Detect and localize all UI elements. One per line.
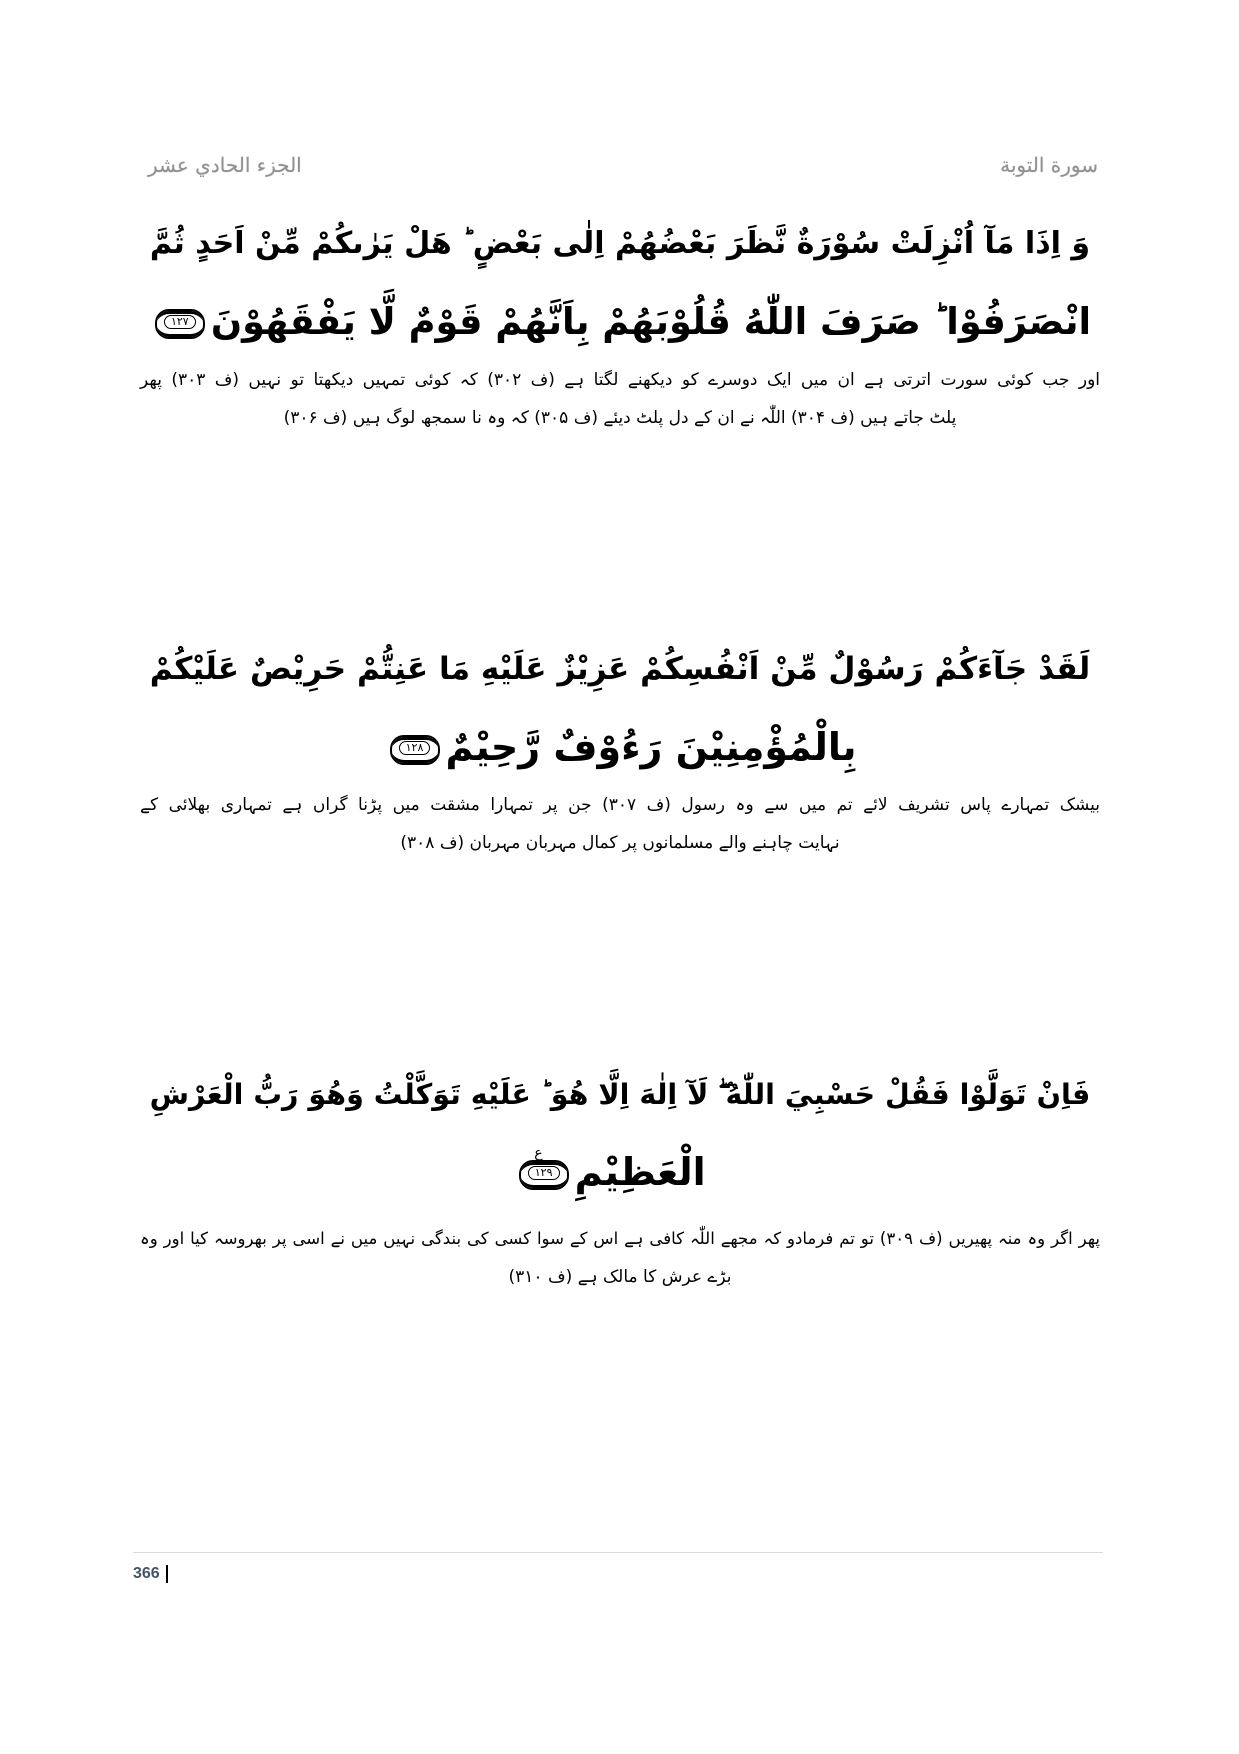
arabic-verse <box>140 630 1100 786</box>
verse-section-129 <box>140 1055 1100 1296</box>
page-number: 366 <box>133 1565 160 1582</box>
verse-line <box>140 283 1100 361</box>
verse-line: وَ اِذَا مَآ اُنْزِلَتْ سُوْرَةٌ نَّظَرَ بَعْضُهُمْ اِلٰى بَعْضٍ ؕ هَلْ يَرٰىكُمْ مِّنْ اَحَدٍ ثُمَّ <box>149 226 1091 261</box>
verse-line <box>140 1133 1100 1220</box>
page-header <box>148 148 1098 184</box>
ayah-number: ١٢٨ <box>399 741 431 755</box>
arabic-verse <box>140 205 1100 361</box>
ayah-number: ١٢٩ <box>528 1166 560 1180</box>
verse-section-127 <box>140 205 1100 437</box>
arabic-verse <box>140 1055 1100 1220</box>
verse-line <box>140 708 1100 786</box>
verse-line: لَقَدْ جَآءَكُمْ رَسُوْلٌ مِّنْ اَنْفُسِكُمْ عَزِيْزٌ عَلَيْهِ مَا عَنِتُّمْ حَرِيْصٌ عَلَيْكُمْ <box>149 651 1091 687</box>
juz-title-ornament: الجزء الحادي عشر <box>148 153 302 177</box>
ayah-number: ١٢٧ <box>164 315 196 329</box>
verse-line-text: الْعَظِيْمِ <box>574 1150 706 1194</box>
ayah-end-marker <box>390 735 440 765</box>
ruku-mark: ع <box>534 1145 543 1161</box>
footer-divider <box>133 1552 1103 1553</box>
ayah-end-marker <box>155 309 205 339</box>
translation-line: نہایت چاہنے والے مسلمانوں پر کمال مہربان مہربان (ف ۳۰۸) <box>400 833 840 853</box>
ayah-end-marker <box>519 1160 569 1190</box>
urdu-translation <box>140 786 1100 862</box>
page-number-separator <box>166 1565 168 1583</box>
translation-line: بڑے عرش کا مالک ہے (ف ۳۱۰) <box>508 1267 732 1287</box>
translation-line: بیشک تمہارے پاس تشریف لائے تم میں سے وہ رسول (ف ۳۰۷) جن پر تمہارا مشقت میں پڑنا گراں ہے تمہاری بھلائی کے <box>140 795 1101 815</box>
surah-title-ornament: سورة التوبة <box>1000 153 1098 177</box>
verse-line: فَاِنْ تَوَلَّوْا فَقُلْ حَسْبِيَ اللّٰهُ ۖؗ لَآ اِلٰهَ اِلَّا هُوَ ؕ عَلَيْهِ تَوَكَّلْتُ وَهُوَ رَبُّ الْعَرْشِ <box>149 1077 1091 1111</box>
page-footer <box>133 1562 168 1586</box>
translation-line: پلٹ جاتے ہیں (ف ۳۰۴) اللّٰہ نے ان کے دل پلٹ دیئے (ف ۳۰۵) کہ وہ نا سمجھ لوگ ہیں (ف ۳۰۶) <box>283 408 957 428</box>
urdu-translation <box>140 1220 1100 1296</box>
verse-line-text: بِالْمُؤْمِنِيْنَ رَءُوْفٌ رَّحِيْمٌ <box>445 725 857 769</box>
verse-line-text: انْصَرَفُوْا ؕ صَرَفَ اللّٰهُ قُلُوْبَهُمْ بِاَنَّهُمْ قَوْمٌ لَّا يَفْقَهُوْنَ <box>210 300 1092 343</box>
translation-line: اور جب کوئی سورت اترتی ہے ان میں ایک دوسرے کو دیکھنے لگتا ہے (ف ۳۰۲) کہ کوئی تمہیں دیکھتا تو نہیں (ف ۳۰۳) پھر <box>140 370 1101 390</box>
urdu-translation <box>140 361 1100 437</box>
translation-line: پھر اگر وہ منہ پھیریں (ف ۳۰۹) تو تم فرمادو کہ مجھے اللّٰہ کافی ہے اس کے سوا کسی کی بندگی نہیں میں نے اسی پر بھروسہ کیا اور وہ <box>140 1229 1100 1248</box>
verse-section-128 <box>140 630 1100 862</box>
